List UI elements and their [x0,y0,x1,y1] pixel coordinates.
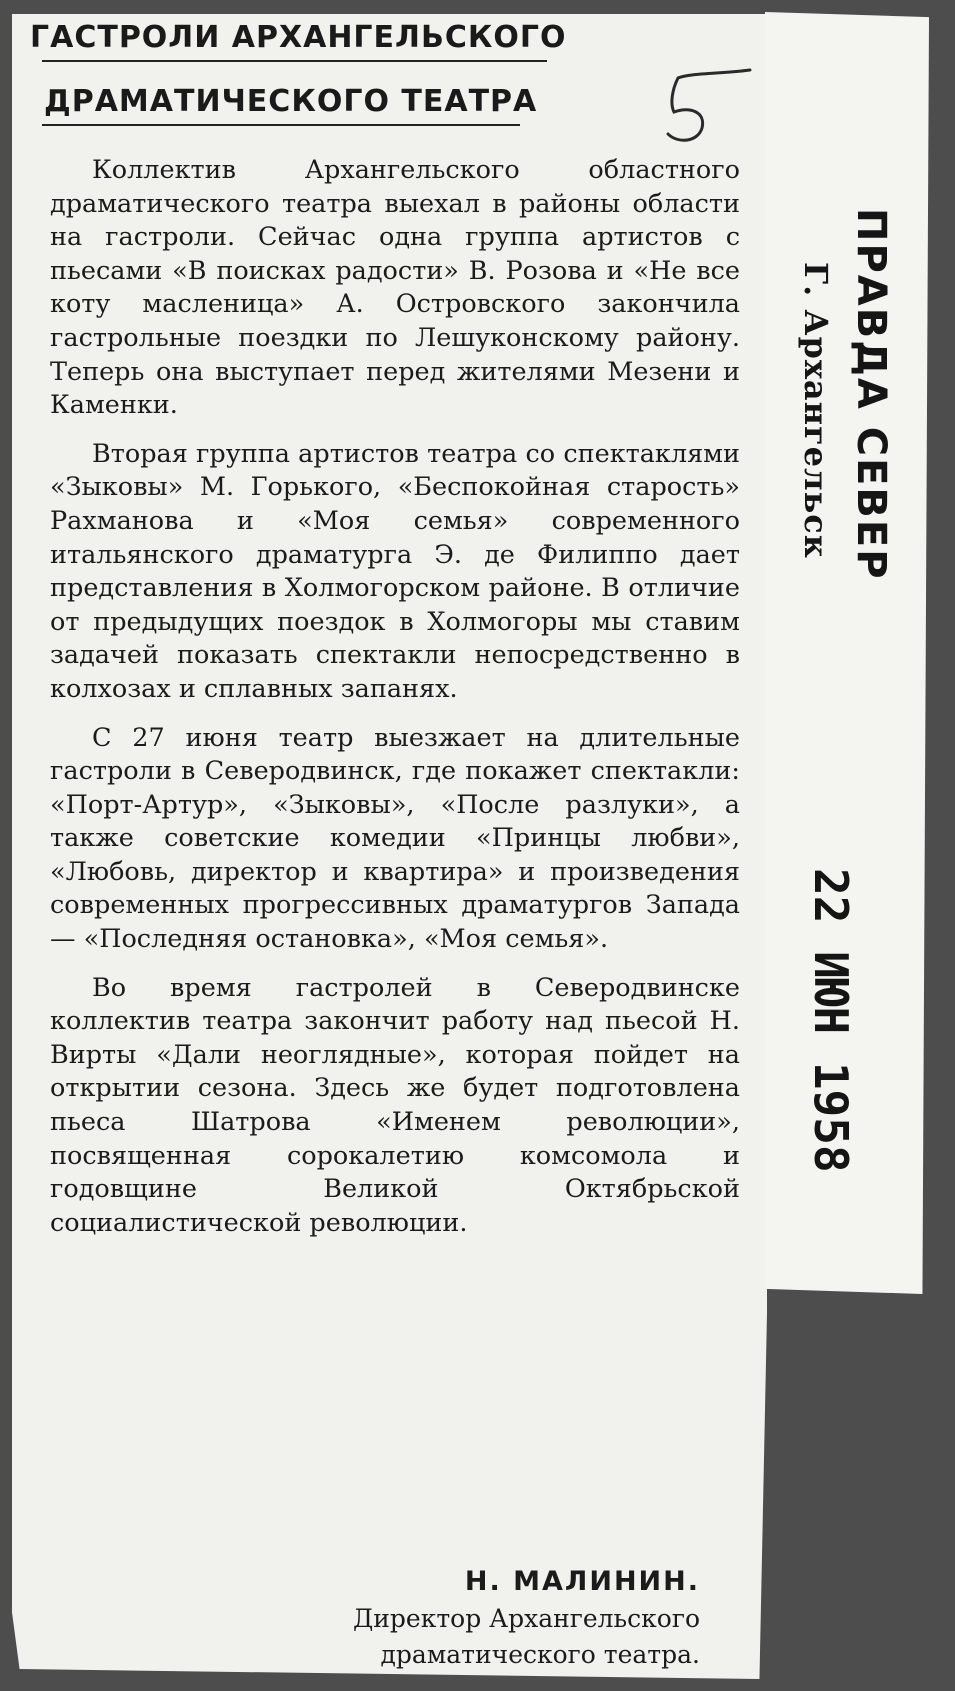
article-paragraph-1: Коллектив Архангельского областного драматического театра выехал в районы области на гастроли. Сейчас одна группа артистов с пьесами «В поисках радости» В. Розова и «Не все коту масленица» А. Островского закончила гастрольные поездки по Лешуконскому району. Теперь она выступает перед жителями Мезени и Каменки. [50,155,740,421]
headline-underline-2 [42,124,520,126]
headline-underline-1 [42,60,547,62]
article-body [50,154,740,1255]
stamp-date: 22 ИЮН 1958 [804,868,858,1173]
headline-line-2: ДРАМАТИЧЕСКОГО ТЕАТРА [44,84,538,119]
author-role-line-2: драматического театра. [380,1640,700,1669]
stamp-publication: ПРАВДА СЕВЕР [848,208,894,581]
author-role-line-1: Директор Архангельского [352,1604,700,1633]
article-paragraph-2: Вторая группа артистов театра со спектаклями «Зыковы» М. Горького, «Беспокойная старость» Рахманова и «Моя семья» современного итальянского драматурга Э. де Филиппо дает представления в Холмогорском районе. В отличие от предыдущих поездок в Холмогоры мы ставим задачей показать спектакли непосредственно в колхозах и сплавных запанях. [50,438,740,704]
article-paragraph-3: С 27 июня театр выезжает на длительные гастроли в Северодвинск, где покажет спектакли: «Порт-Артур», «Зыковы», «После разлуки», а также советские комедии «Принцы любви», «Любовь, директор и квартира» и произведения современных прогрессивных драматургов Запада — «Последняя остановка», «Моя семья». [50,722,740,955]
author-name: Н. МАЛИНИН. [464,1566,700,1597]
article-paragraph-4: Во время гастролей в Северодвинске коллектив театра закончит работу над пьесой Н. Вирты «Дали неоглядные», которая пойдет на открытии сезона. Здесь же будет подготовлена пьеса Шатрова «Именем революции», посвященная сорокалетию комсомола и годовщине Великой Октябрьской социалистической революции. [50,972,740,1238]
stamp-city: Г. Архангельск [797,262,835,559]
headline-line-1: ГАСТРОЛИ АРХАНГЕЛЬСКОГО [30,20,567,55]
handwritten-mark [660,68,770,148]
